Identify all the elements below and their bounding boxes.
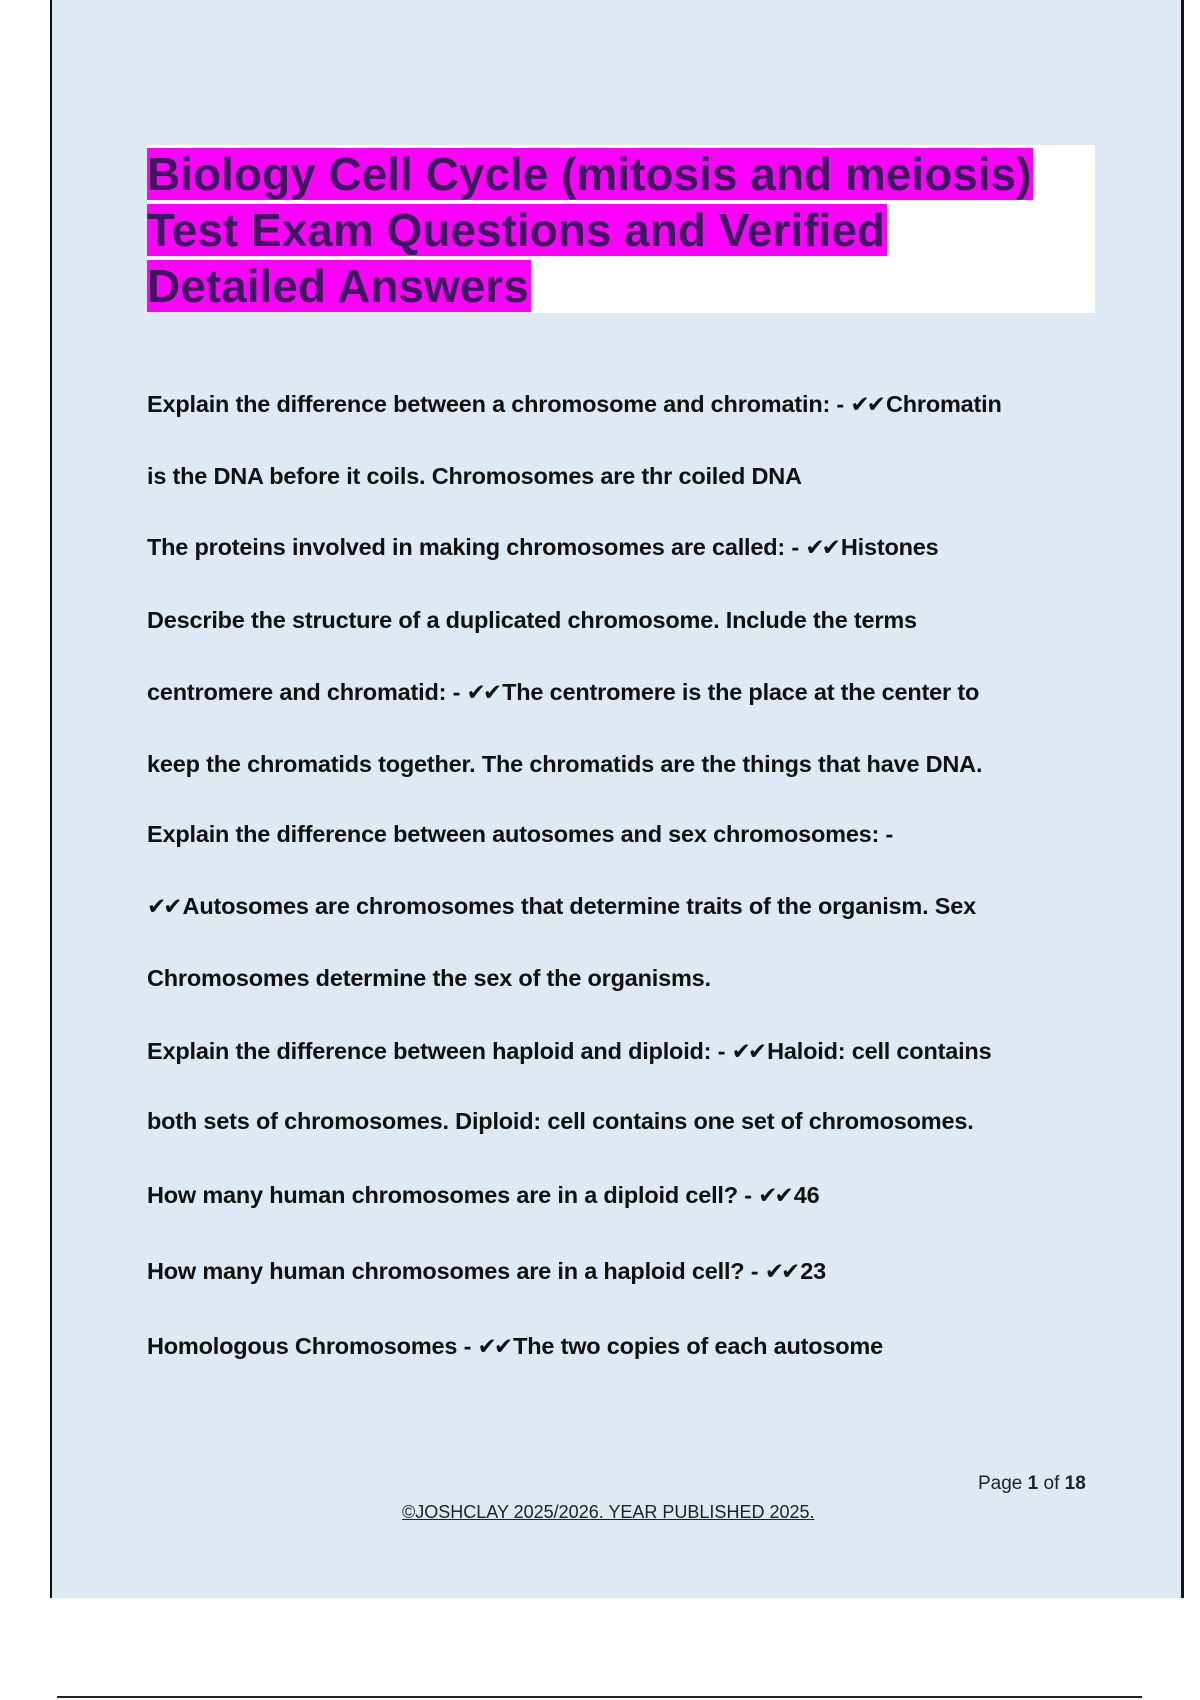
double-check-icon: ✔✔ — [758, 1183, 791, 1209]
qa-line-1: Explain the difference between a chromosome and chromatin: - ✔✔ Chromatin — [147, 391, 1002, 418]
qa-line-9: Chromosomes determine the sex of the organisms. — [147, 965, 711, 991]
document-title-line-1: Biology Cell Cycle (mitosis and meiosis) — [147, 148, 1032, 200]
double-check-icon: ✔✔ — [147, 894, 180, 920]
double-check-icon: ✔✔ — [477, 1334, 511, 1360]
document-title-line-2: Test Exam Questions and Verified — [147, 204, 885, 256]
page-number: Page 1 of 18 — [978, 1473, 1086, 1494]
qa-line-13: How many human chromosomes are in a haploid cell? - ✔✔ 23 — [147, 1258, 827, 1285]
qa-line-2: is the DNA before it coils. Chromosomes are thr coiled DNA — [147, 463, 802, 489]
qa-line-6: keep the chromatids together. The chromatids are the things that have DNA. — [147, 751, 983, 777]
bottom-divider — [57, 1696, 1142, 1698]
qa-line-7: Explain the difference between autosomes and sex chromosomes: - — [147, 821, 894, 847]
qa-line-5: centromere and chromatid: - ✔✔ The centromere is the place at the center to — [147, 679, 980, 706]
qa-line-10: Explain the difference between haploid and diploid: - ✔✔ Haloid: cell contains — [147, 1038, 992, 1065]
double-check-icon: ✔✔ — [466, 680, 500, 706]
qa-line-8: ✔✔ Autosomes are chromosomes that determine traits of the organism. Sex — [147, 893, 976, 920]
double-check-icon: ✔✔ — [805, 535, 838, 561]
qa-line-3: The proteins involved in making chromosomes are called: - ✔✔ Histones — [147, 534, 939, 561]
double-check-icon: ✔✔ — [850, 392, 883, 418]
qa-line-4: Describe the structure of a duplicated chromosome. Include the terms — [147, 607, 917, 633]
qa-line-12: How many human chromosomes are in a diploid cell? - ✔✔ 46 — [147, 1182, 820, 1209]
double-check-icon: ✔✔ — [764, 1259, 798, 1285]
qa-line-11: both sets of chromosomes. Diploid: cell contains one set of chromosomes. — [147, 1108, 974, 1134]
document-page — [50, 0, 1184, 1598]
document-title-line-3: Detailed Answers — [147, 260, 529, 312]
copyright-footer: ©JOSHCLAY 2025/2026. YEAR PUBLISHED 2025. — [402, 1502, 815, 1522]
qa-line-14: Homologous Chromosomes - ✔✔ The two copies of each autosome — [147, 1333, 883, 1360]
double-check-icon: ✔✔ — [731, 1039, 765, 1065]
